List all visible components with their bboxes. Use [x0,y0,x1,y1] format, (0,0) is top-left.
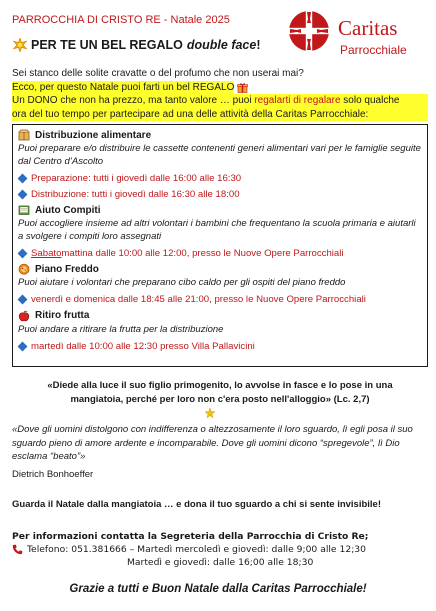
activity-title-distribution [18,128,422,142]
headline [13,38,261,52]
call-to-action: Guarda il Natale dalla mangiatoia … e dona il tuo sguardo a chi si sente invisibile! [12,499,382,510]
contact-hours-text: Martedì e giovedì: dalle 16;00 alle 18;30 [127,557,314,568]
activity-time-fruit [18,338,422,354]
contact-line-2 [12,543,428,556]
activity-name-distribution: Distribuzione alimentare [35,129,152,141]
activity-title-homework [18,203,422,217]
star-icon [205,408,215,418]
activity-time-homework-day: Sabato [31,247,62,259]
closing-thanks: Grazie a tutti e Buon Natale dalla Caritas Parrocchiale! [69,583,367,595]
intro-paragraph [12,67,428,121]
activity-time-preparation-text: Preparazione: tutti i giovedì dalle 16:00 alle 16:30 [31,172,242,184]
contact-phone-text: Telefono: 051.381666 – Martedì mercoledì e giovedì: dalle 9;00 alle 12;30 [27,544,366,555]
activity-name-cold-plan: Piano Freddo [35,263,99,275]
activities-box [12,124,428,367]
intro-line-3-a: Un DONO che non ha prezzo, ma tanto valore … puoi [12,95,255,106]
activity-time-distribution-text: Distribuzione: tutti i giovedì dalle 16:30 alle 18:00 [31,188,240,200]
activity-time-homework [18,245,422,261]
logo-wordmark: Caritas [338,16,398,40]
contact-line-3 [12,556,428,569]
activity-title-cold-plan [18,262,422,276]
activity-desc-distribution: Puoi preparare e/o distribuire le cassette contenenti generi alimentari vari per le famiglie seguite dal Centro d’Ascolto [18,143,421,167]
headline-text: PER TE UN BEL REGALO [31,38,183,52]
diamond-bullet-icon [18,295,28,305]
activity-title-fruit [18,309,422,323]
intro-line-3 [12,94,428,108]
parish-title: PARROCCHIA DI CRISTO RE - Natale 2025 [12,14,230,26]
phone-icon [12,544,23,555]
activity-time-cold-plan-text: venerdì e domenica dalle 18:45 alle 21:00, presso le Nuove Opere Parrocchiali [31,294,366,305]
activity-time-preparation [18,170,422,186]
gift-icon [237,82,248,93]
activity-desc-cold-plan: Puoi aiutare i volontari che preparano cibo caldo per gli ospiti del piano freddo [18,277,346,288]
contact-line-1 [12,530,428,543]
gospel-quote: «Diede alla luce il suo figlio primogenito, lo avvolse in fasce e lo pose in una mangiatoia, perché per loro non c'era posto nell'alloggio» (Lc. 2,7) [47,380,393,405]
activity-name-fruit: Ritiro frutta [35,310,90,321]
apple-icon [18,310,30,322]
headline-italic: double face [186,38,257,52]
intro-line-2: Ecco, per questo Natale puoi farti un bel REGALO [12,81,235,93]
headline-suffix: ! [256,38,261,52]
food-bowl-icon [18,263,30,275]
box-icon [18,129,30,141]
intro-line-1: Sei stanco delle solite cravatte o del profumo che non userai mai? [12,68,304,79]
sparkle-icon [13,38,27,52]
activity-desc-fruit: Puoi andare a ritirare la frutta per la distribuzione [18,323,224,335]
bonhoeffer-quote: «Dove gli uomini distolgono con indifferenza o altezzosamente il loro sguardo, lì egli posa il suo sguardo pieno di amore ardente e incomparabile. Dove gli uomini dicono “spregevole”, lì Dio esclama “beato”» [12,424,413,462]
activity-time-cold-plan [18,292,422,308]
intro-line-3-highlight: regalarti di regalare [254,95,341,106]
activity-time-distribution [18,186,422,202]
diamond-bullet-icon [18,248,28,258]
quote-author: Dietrich Bonhoeffer [12,469,94,480]
intro-line-4: ora del tuo tempo per partecipare ad una delle attività della Caritas Parrocchiale: [12,108,428,122]
intro-line-3-c: solo qualche [340,95,400,106]
diamond-bullet-icon [18,173,28,183]
activity-time-fruit-text: martedì dalle 10:00 alle 12:30 presso Villa Pallavicini [31,340,255,352]
contact-intro-text: Per informazioni contatta la Segreteria della Parrocchia di Cristo Re; [12,531,369,542]
activity-name-homework: Aiuto Compiti [35,204,101,216]
activity-time-homework-text: mattina dalle 10:00 alle 12:00, presso le Nuove Opere Parrocchiali [61,247,344,259]
logo-subtitle: Parrocchiale [340,43,407,57]
diamond-bullet-icon [18,189,28,199]
diamond-bullet-icon [18,341,28,351]
book-icon [18,204,30,216]
activity-desc-homework: Puoi accogliere insieme ad altri volontari i bambini che frequentano la scuola primaria e aiutarli a svolgere i compiti loro assegnati [18,218,416,242]
caritas-cross-icon [288,10,330,52]
caritas-logo [288,8,428,68]
contact-info [12,530,428,569]
